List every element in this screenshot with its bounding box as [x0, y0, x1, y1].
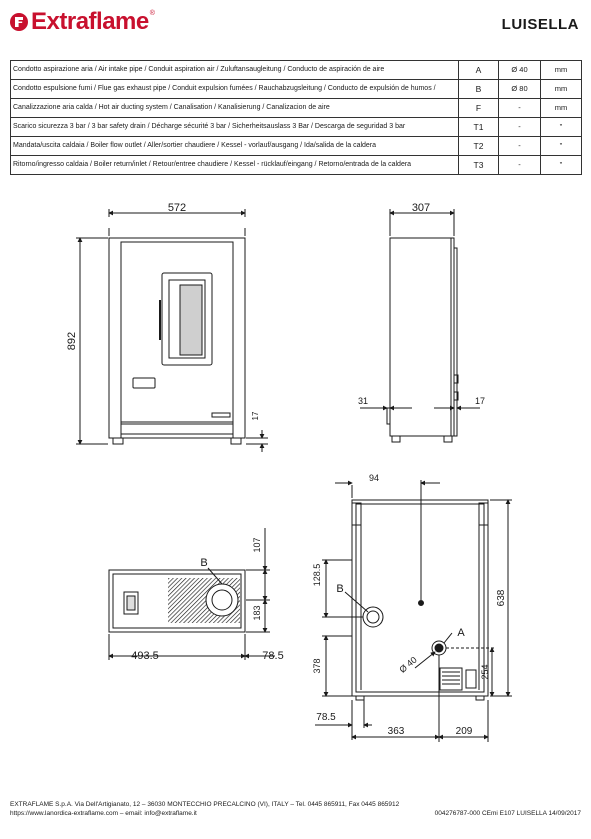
dim-rear-bottom-right: 254: [480, 664, 490, 680]
side-view: [357, 209, 480, 442]
dim-top-lower: 183: [252, 605, 262, 621]
registered-mark: ®: [149, 9, 155, 17]
dim-side-depth: 307: [411, 202, 431, 214]
dim-rear-a-right: 209: [455, 726, 473, 737]
connection-unit: ": [541, 137, 582, 156]
connection-desc: Mandata/uscita caldaia / Boiler flow outlet / Aller/sortier chaudiere / Kessel - vorlauf/ausgang / Ida/salida de la caldera: [11, 137, 459, 156]
dim-side-left-offset: 31: [357, 396, 369, 406]
footer-docref: 004276787-000 CEmi E107 LUISELLA 14/09/2017: [434, 810, 581, 817]
dim-rear-height: 638: [496, 589, 507, 607]
connection-desc: Condotto aspirazione aria / Air intake pipe / Conduit aspiration air / Zuluftansaugleitung / Conducto de aspiración de aire: [11, 61, 459, 80]
connection-desc: Canalizzazione aria calda / Hot air ducting system / Canalisation / Kanalisierung / Canalizacion de aire: [11, 99, 459, 118]
connection-desc: Ritorno/ingresso caldaia / Boiler return/inlet / Retour/entree chaudiere / Kessel - rücklauf/eingang / Retorno/entrada de la caldera: [11, 156, 459, 175]
front-foot-right: [231, 438, 241, 444]
dim-top-side: 78.5: [262, 650, 284, 662]
connection-value: Ø 80: [499, 80, 541, 99]
rear-grille: [440, 668, 462, 690]
side-foot-right: [444, 436, 452, 442]
dim-rear-top: 94: [368, 473, 380, 483]
label-b-top: B: [200, 557, 208, 569]
connection-value: -: [499, 99, 541, 118]
connection-code: T2: [459, 137, 499, 156]
label-a-rear: A: [457, 627, 465, 639]
top-view: [109, 528, 275, 660]
side-body-outline: [390, 238, 454, 436]
dim-side-right-offset: 17: [474, 396, 486, 406]
brand-name: Extraflame: [31, 8, 149, 35]
connection-code: B: [459, 80, 499, 99]
dim-rear-b-height: 128.5: [312, 563, 322, 587]
front-body-outline: [109, 238, 245, 438]
connection-unit: mm: [541, 80, 582, 99]
connection-value: Ø 40: [499, 61, 541, 80]
connection-desc: Scarico sicurezza 3 bar / 3 bar safety drain / Décharge sécurité 3 bar / Sicherheitsauslass 3 Bar / Descarga de seguridad 3 bar: [11, 118, 459, 137]
connection-value: -: [499, 137, 541, 156]
rear-view: [315, 480, 512, 742]
connection-code: T1: [459, 118, 499, 137]
rear-body-outline: [352, 500, 488, 696]
connection-unit: mm: [541, 61, 582, 80]
dim-front-height: 892: [66, 331, 78, 351]
dim-rear-diameter: Ø 40: [397, 654, 419, 675]
connection-code: T3: [459, 156, 499, 175]
dim-rear-a-x: 363: [387, 726, 405, 737]
connection-unit: ": [541, 156, 582, 175]
front-foot-left: [113, 438, 123, 444]
connection-unit: ": [541, 118, 582, 137]
dim-top-upper: 107: [252, 537, 262, 553]
dim-front-width: 572: [167, 202, 187, 214]
label-b-rear: B: [336, 583, 344, 595]
dim-rear-a-height: 378: [312, 658, 322, 674]
connection-code: A: [459, 61, 499, 80]
connection-value: -: [499, 118, 541, 137]
footer-address: EXTRAFLAME S.p.A. Via Dell'Artigianato, 12 – 36030 MONTECCHIO PRECALCINO (VI), ITALY – Tel. 0445 865911, Fax 0445 865912: [10, 801, 400, 808]
dim-front-foot: 17: [251, 411, 260, 421]
front-view: [76, 209, 268, 452]
footer-contacts: https://www.lanordica-extraflame.com – email: info@extraflame.it: [10, 810, 197, 817]
connection-unit: mm: [541, 99, 582, 118]
control-panel: [133, 378, 155, 388]
connection-code: F: [459, 99, 499, 118]
connection-value: -: [499, 156, 541, 175]
connection-desc: Condotto espulsione fumi / Flue gas exhaust pipe / Conduit expulsion fumées / Rauchabzugsleitung / Conducto de expulsión de humos /: [11, 80, 459, 99]
side-foot-left: [392, 436, 400, 442]
front-panel: [121, 242, 233, 422]
dim-top-width: 493.5: [131, 650, 159, 662]
model-name: LUISELLA: [501, 16, 579, 33]
dim-rear-left-margin: 78.5: [316, 712, 336, 723]
